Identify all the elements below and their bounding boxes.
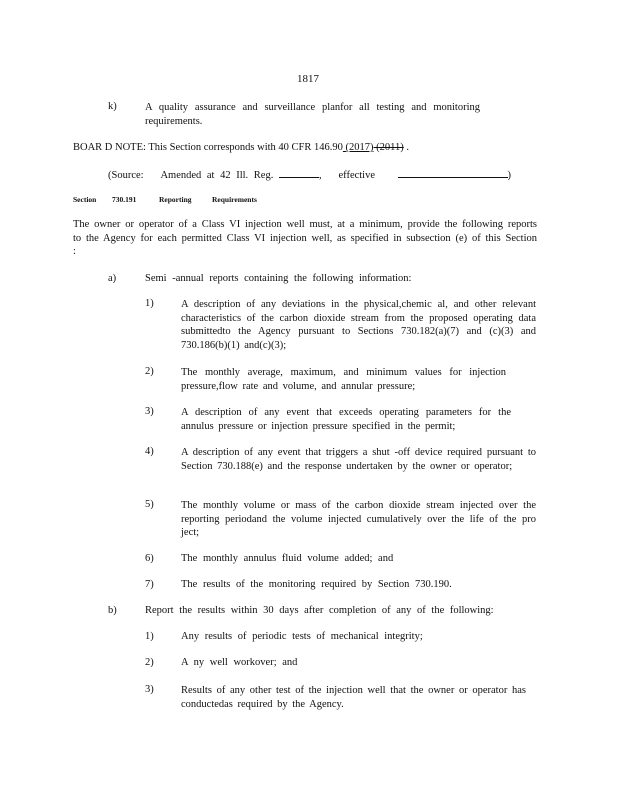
item-a4-marker: 4) [145,446,154,457]
section-title-1: Reporting [159,195,192,204]
item-a4-text: A description of any event that triggers a shut -off device required pursuant to Section 730.188(e) and the response undertaken by the owner or operator; [181,447,536,472]
section-title-2: Requirements [212,195,257,204]
item-a3-marker: 3) [145,406,154,417]
item-a6-marker: 6) [145,553,154,564]
item-a7-text: The results of the monitoring required by Section 730.190. [181,579,452,590]
item-b3-marker: 3) [145,684,154,695]
board-note [73,142,409,153]
item-k-text: A quality assurance and surveillance planfor all testing and monitoring requirements. [145,102,480,127]
item-a2-text: The monthly average, maximum, and minimum values for injection pressure,flow rate and volume, and annular pressure; [181,367,506,392]
item-a7-marker: 7) [145,579,154,590]
source-open: (Source: [108,170,144,181]
board-note-prefix: BOAR D NOTE: This Section corresponds with 40 CFR 146.90 [73,142,343,153]
intro-paragraph: The owner or operator of a Class VI injection well must, at a minimum, provide the following reports to the Agency for each permitted Class VI injection well, as specified in subsection (e) of this Section : [73,219,537,257]
item-a2-marker: 2) [145,366,154,377]
section-label: Section [73,195,97,204]
item-b-text: Report the results within 30 days after completion of any of the following: [145,605,494,616]
item-a5-text: The monthly volume or mass of the carbon dioxide stream injected over the reporting periodand the volume injected cumulatively over the life of the pro ject; [181,500,536,538]
item-a5-marker: 5) [145,499,154,510]
source-line [108,168,511,181]
item-a-marker: a) [108,273,117,284]
board-note-new-text: (2017) [342,142,374,153]
item-k-marker: k) [108,101,117,112]
source-blank-reg [279,168,319,178]
item-a1-marker: 1) [145,298,154,309]
item-a3-text: A description of any event that exceeds operating parameters for the annulus pressure or injection pressure specified in the permit; [181,407,511,432]
item-a6-text: The monthly annulus fluid volume added; and [181,553,394,564]
page-number: 1817 [297,73,319,85]
source-blank-date [398,168,508,178]
source-effective: effective [338,170,376,181]
source-amended: Amended at 42 Ill. Reg. [160,170,274,181]
source-close: ) [507,170,512,181]
item-a1-text: A description of any deviations in the physical,chemic al, and other relevant characteristics of the carbon dioxide stream from the proposed operating data submittedto the Agency pursuant to Sections 730.182(a)(7) and (c)(3) and 730.186(b)(1) and(c)(3); [181,299,536,351]
item-b2-text: A ny well workover; and [181,657,298,668]
section-number: 730.191 [112,195,137,204]
source-comma: , [318,170,322,181]
item-b-marker: b) [108,605,117,616]
item-b3-text: Results of any other test of the injection well that the owner or operator has conductedas required by the Agency. [181,685,526,710]
board-note-suffix: . [406,142,409,153]
board-note-deleted-text: (2011) [373,142,404,153]
item-b2-marker: 2) [145,657,154,668]
item-a-text: Semi -annual reports containing the following information: [145,273,412,284]
item-b1-marker: 1) [145,631,154,642]
item-b1-text: Any results of periodic tests of mechanical integrity; [181,631,423,642]
